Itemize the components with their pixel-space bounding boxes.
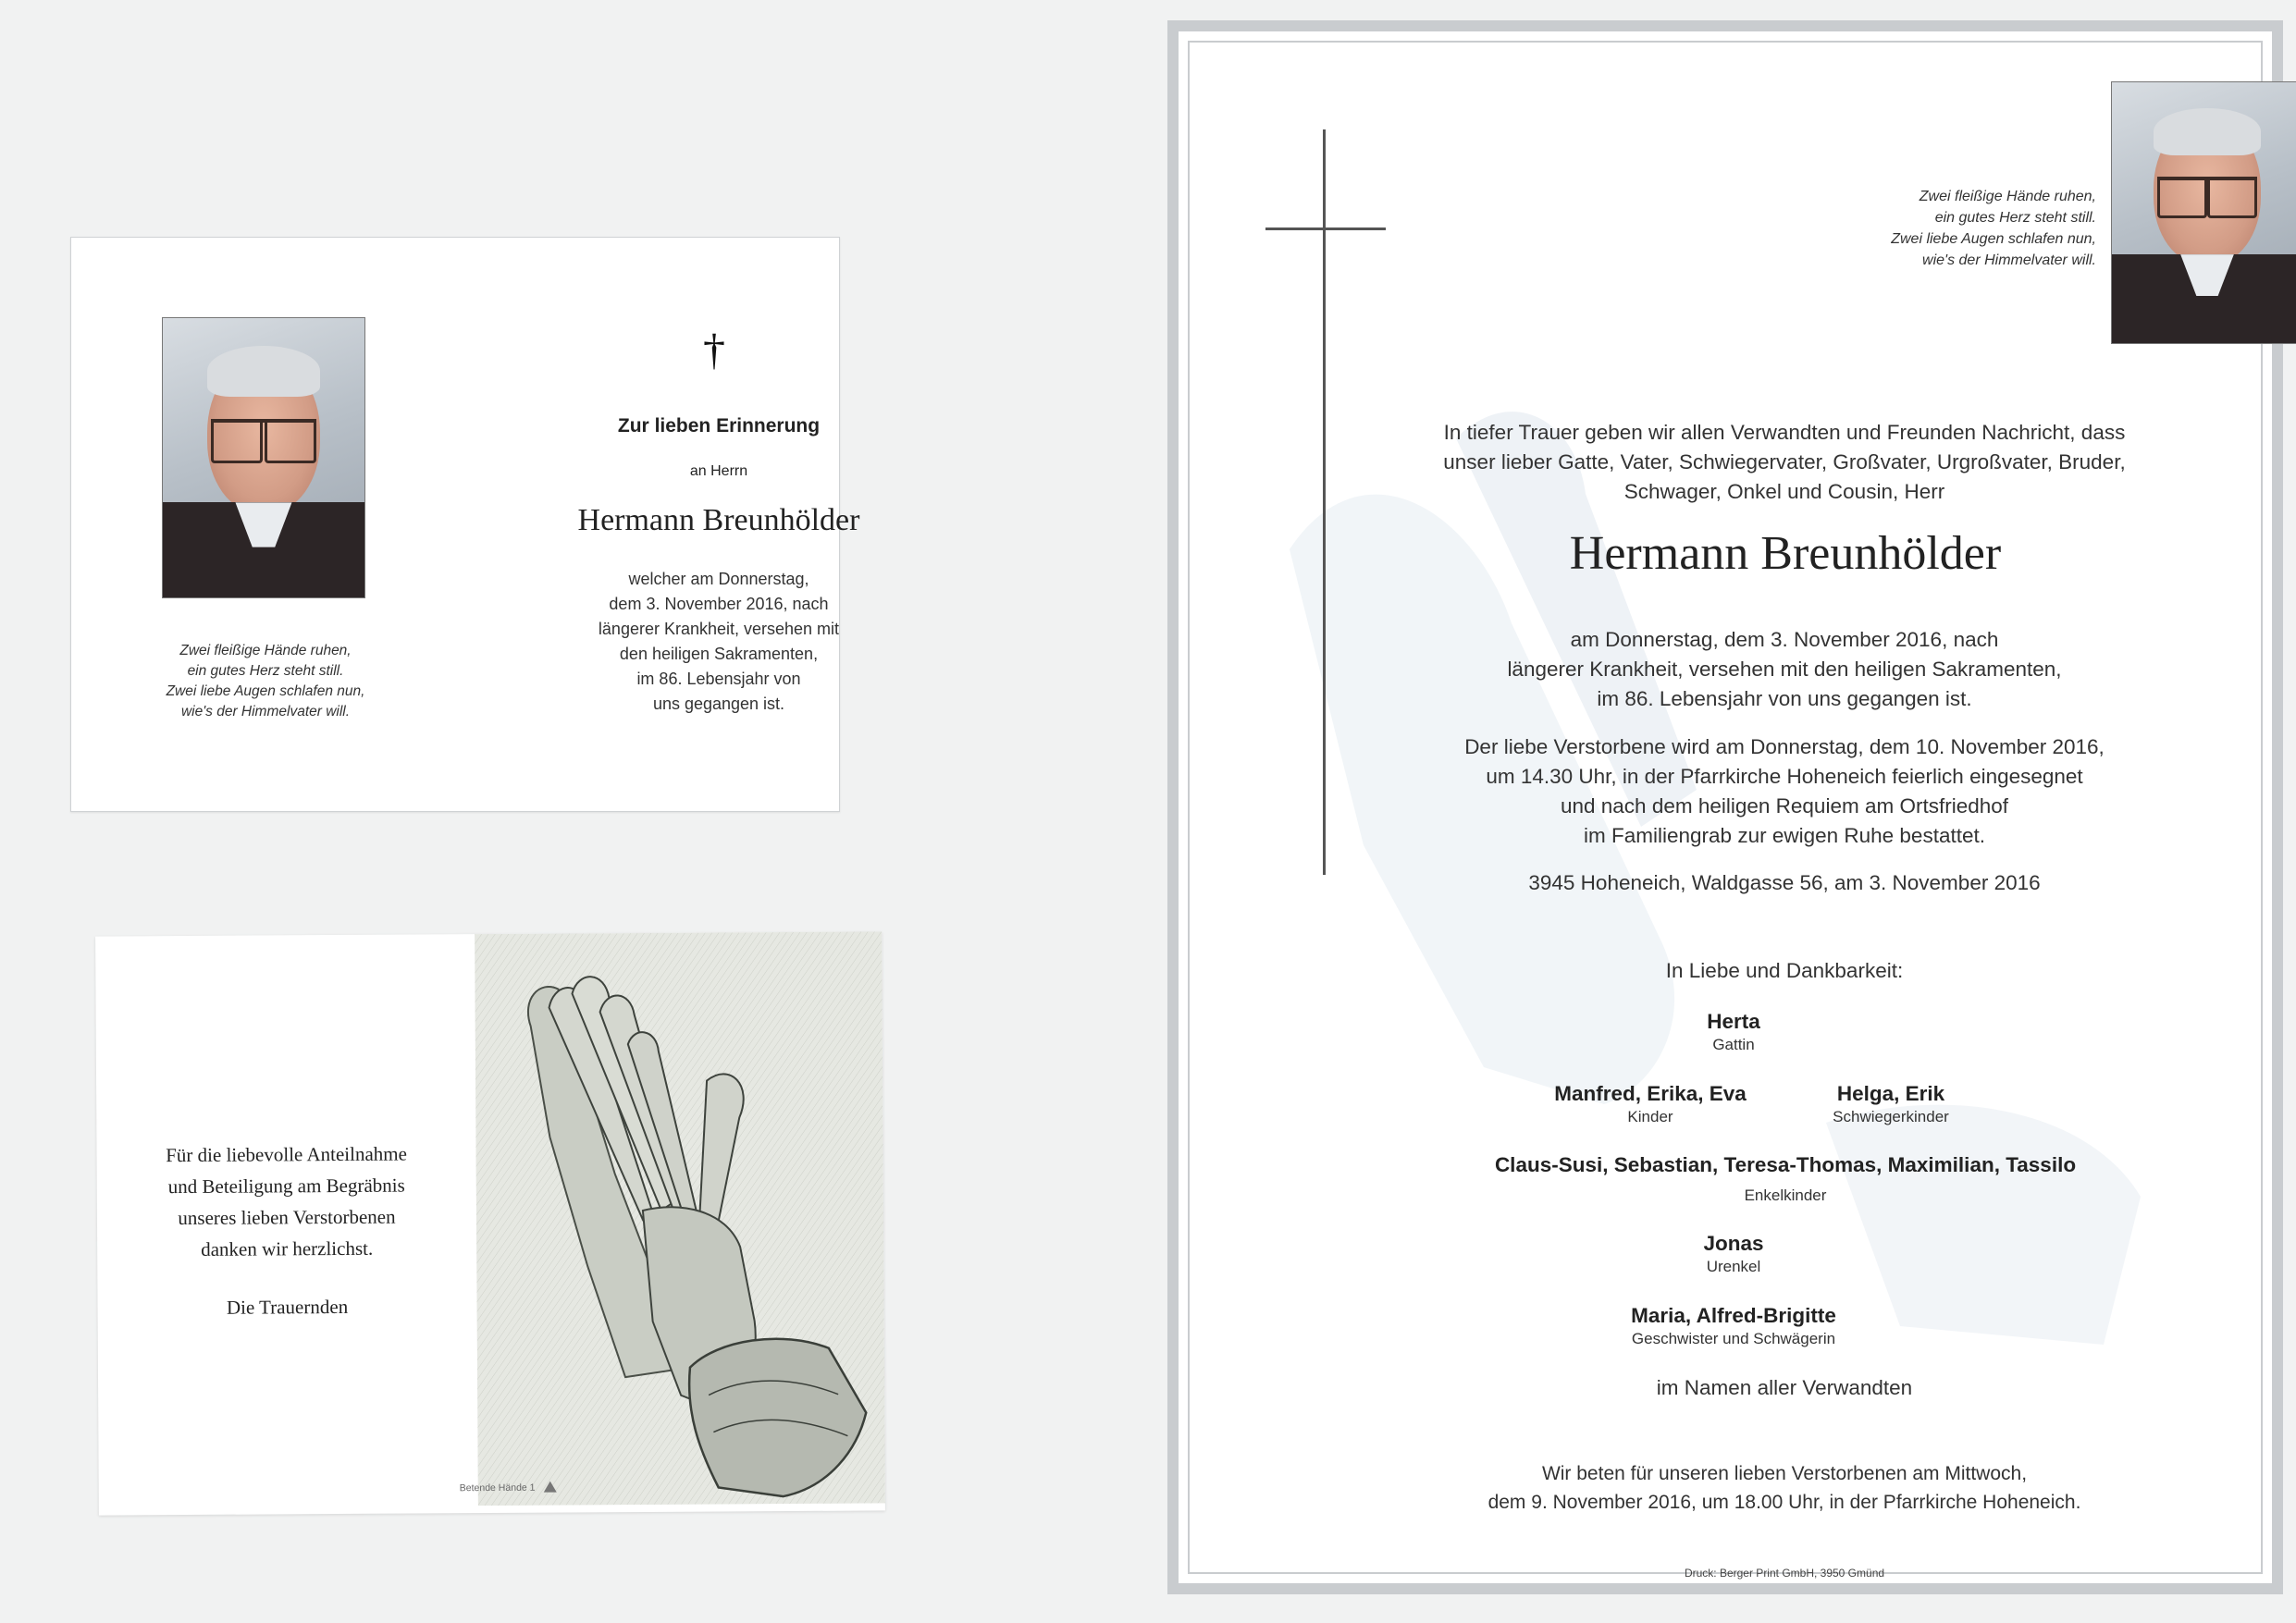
family-great-grandchild (1576, 1232, 1891, 1276)
family-role: Schwiegerkinder (1833, 1108, 1949, 1125)
gratitude-line: In Liebe und Dankbarkeit: (1665, 959, 1904, 982)
verse-line: wie's der Himmelvater will. (1922, 252, 2096, 268)
memorial-heading: Zur lieben Erinnerung (617, 415, 821, 436)
thanks-line: unseres lieben Verstorbenen (178, 1205, 396, 1230)
family-spouse (1576, 1010, 1891, 1054)
verse-line: Zwei fleißige Hände ruhen, (179, 643, 352, 658)
family-names: Maria, Alfred-Brigitte (1631, 1304, 1836, 1327)
deceased-name: Hermann Breunhölder (1569, 527, 2002, 580)
body-line: im 86. Lebensjahr von (636, 670, 801, 688)
family-role: Gattin (1712, 1036, 1755, 1053)
praying-hands-icon (475, 931, 885, 1506)
praying-hands-drawing (475, 931, 885, 1506)
body-line: den heiligen Sakramenten, (619, 645, 819, 663)
family-grandchildren (1308, 1153, 2263, 1205)
printer-credit: Druck: Berger Print GmbH, 3950 Gmünd (1684, 1567, 1885, 1580)
verse-line: Zwei liebe Augen schlafen nun, (166, 683, 365, 699)
family-names: Claus-Susi, Sebastian, Teresa-Thomas, Maximilian, Tassilo (1494, 1153, 2077, 1176)
intro-line: unser lieber Gatte, Vater, Schwiegervater, Großvater, Urgroßvater, Bruder, (1443, 450, 2126, 473)
memorial-body (552, 567, 885, 717)
family-children (1530, 1082, 1771, 1126)
body-line: uns gegangen ist. (652, 695, 785, 713)
cross-beam (1265, 227, 1386, 230)
funeral-line: Der liebe Verstorbene wird am Donnerstag, dem 10. November 2016, (1464, 735, 2105, 758)
intro-line: In tiefer Trauer geben wir allen Verwandten und Freunden Nachricht, dass (1443, 421, 2126, 444)
family-role: Urenkel (1706, 1258, 1761, 1275)
place-date: 3945 Hoheneich, Waldgasse 56, am 3. November 2016 (1528, 871, 2041, 894)
funeral-line: und nach dem heiligen Requiem am Ortsfriedhof (1560, 794, 2008, 818)
death-info (1401, 625, 2168, 714)
notice-verse (1410, 186, 2096, 271)
verse-line: wie's der Himmelvater will. (180, 704, 351, 719)
intro-line: Schwager, Onkel und Cousin, Herr (1623, 480, 1945, 503)
death-notice (1167, 20, 2283, 1594)
family-role: Enkelkinder (1744, 1187, 1827, 1204)
deceased-name: Hermann Breunhölder (577, 503, 860, 537)
thanks-line: Für die liebevolle Anteilnahme (166, 1142, 407, 1167)
thanks-line: danken wir herzlichst. (201, 1236, 374, 1260)
thank-you-text (133, 1137, 439, 1265)
cross-icon: † (703, 326, 725, 375)
notice-intro (1401, 418, 2168, 507)
art-caption-text: Betende Hände 1 (459, 1482, 536, 1494)
death-line: längerer Krankheit, versehen mit den heiligen Sakramenten, (1507, 658, 2062, 681)
funeral-line: im Familiengrab zur ewigen Ruhe bestattet. (1584, 824, 1985, 847)
funeral-line: um 14.30 Uhr, in der Pfarrkirche Hoheneich feierlich eingesegnet (1486, 765, 2083, 788)
family-names: Helga, Erik (1836, 1082, 1945, 1105)
funeral-info (1401, 732, 2168, 851)
cross-icon (1323, 129, 1326, 875)
art-caption (460, 1482, 557, 1494)
signoff: Die Trauernden (226, 1295, 349, 1319)
death-line: am Donnerstag, dem 3. November 2016, nach (1570, 628, 1999, 651)
family-names: Herta (1707, 1010, 1760, 1033)
memorial-card (70, 237, 860, 812)
body-line: dem 3. November 2016, nach (609, 595, 829, 613)
salutation: an Herrn (689, 463, 748, 479)
death-line: im 86. Lebensjahr von uns gegangen ist. (1597, 687, 1972, 710)
portrait-photo (162, 317, 365, 598)
thanks-line: und Beteiligung am Begräbnis (167, 1174, 405, 1199)
prayer-line: dem 9. November 2016, um 18.00 Uhr, in der Pfarrkirche Hoheneich. (1487, 1492, 2081, 1513)
family-names: Manfred, Erika, Eva (1554, 1082, 1747, 1105)
family-role: Geschwister und Schwägerin (1631, 1330, 1836, 1347)
memorial-verse (117, 641, 414, 722)
verse-line: Zwei fleißige Hände ruhen, (1919, 189, 2096, 204)
family-siblings (1530, 1304, 1937, 1348)
body-line: welcher am Donnerstag, (628, 570, 809, 588)
body-line: längerer Krankheit, versehen mit (598, 620, 840, 638)
prayer-info (1354, 1459, 2215, 1517)
family-names: Jonas (1703, 1232, 1764, 1255)
all-relatives-line: im Namen aller Verwandten (1656, 1376, 1913, 1399)
thank-you-card (95, 931, 885, 1515)
prayer-line: Wir beten für unseren lieben Verstorbenen am Mittwoch, (1541, 1463, 2028, 1484)
verse-line: ein gutes Herz steht still. (1934, 210, 2096, 226)
logo-icon (543, 1482, 556, 1493)
family-role: Kinder (1627, 1108, 1673, 1125)
family-in-laws (1780, 1082, 2002, 1126)
portrait-photo (2111, 81, 2296, 344)
verse-line: Zwei liebe Augen schlafen nun, (1891, 231, 2096, 247)
verse-line: ein gutes Herz steht still. (187, 663, 344, 679)
